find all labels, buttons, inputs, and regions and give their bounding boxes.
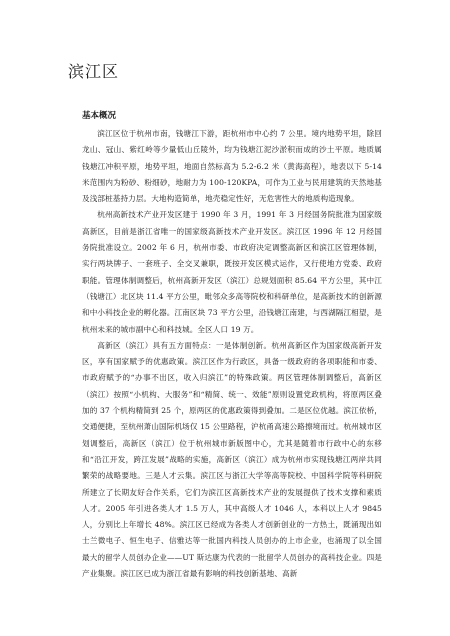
document-title: 滨江区 [68, 62, 120, 81]
paragraph: 杭州高新技术产业开发区建于 1990 年 3 月，1991 年 3 月经国务院批准为国家级高新区，目前是浙江省唯一的国家级高新技术产业开发区。滨江区 1996 年 12 月经国务院批准设立。2002 年 6 月，杭州市委、市政府决定调整高新区和滨江区管理体制，实行两块牌子、一套班子、全交叉兼职，既按开发区模式运作，又行使地方党委、政府职能。管理体制调整后，杭州高新开发区（滨江）总规划面积 85.64 平方公里，其中江（钱塘江）北区块 11.4 平方公里，毗邻众多高等院校和科研单位，是高新技术的创新源和中小科技企业的孵化器。江南区块 73 平方公里，沿钱塘江南建，与西湖隔江相望，是杭州未来的城市副中心和科技城。全区人口 19 万。 [82, 210, 382, 334]
paragraph: 高新区（滨江）具有五方面特点：一是体制创新。杭州高新区作为国家级高新开发区，享有国家赋予的优惠政策。滨江区作为行政区，具备一级政府的各项职能和市委、市政府赋予的“办事不出区，收入归滨江”的特殊政策。两区管理体制调整后，高新区（滨江）按照“小机构、大服务”和“精简、统一、效能”原则设置党政机构，将原两区叠加的 37 个机构精简到 25 个，原两区的优惠政策得到叠加。二是区位优越。滨江依桥，交通便捷，至杭州萧山国际机场仅 15 公里路程，沪杭甬高速公路擦境而过。杭州城市区划调整后，高新区（滨江）位于杭州城市新版图中心，尤其是随着市行政中心的东移和“沿江开发，跨江发展”战略的实施，高新区（滨江）成为杭州市实现钱塘江两岸共同繁荣的战略要地。三是人才云集。滨江区与浙江大学等高等院校、中国科学院等科研院所建立了长期友好合作关系，它们为滨江区高新技术产业的发展提供了技术支撑和素质人才。2005 年引进各类人才 1.5 万人，其中高级人才 1046 人，本科以上人才 9845 人，分别比上年增长 48%。滨江区已经成为各类人才创新创业的一方热土，既涌现出如士兰微电子、恒生电子、信雅达等一批国内科技人员创办的上市企业，也涌现了以全国最大的留学人员创办企业——UT 斯达康为代表的一批留学人员创办的高科技企业。四是产业集聚。滨江区已成为浙江省最有影响的科技创新基地、高新 [82, 340, 382, 579]
section-heading: 基本概况 [82, 111, 117, 121]
paragraph: 滨江区位于杭州市南，钱塘江下游，距杭州市中心约 7 公里。境内地势平坦，除回龙山、冠山、紫红岭等少量低山丘陵外，均为钱塘江泥沙淤积而成的沙土平原。地质属钱塘江冲积平原，地势平坦，地面自然标高为 5.2-6.2 米（黄海高程），地表以下 5-14 米范围内为粉砂、粉细砂，地耐力为 100-120KPA，可作为工业与民用建筑的天然地基及浅部桩基持力层。大地构造简单，地壳稳定性好，无危害性大的地质构造现象。 [82, 129, 382, 204]
document-body [82, 126, 382, 582]
